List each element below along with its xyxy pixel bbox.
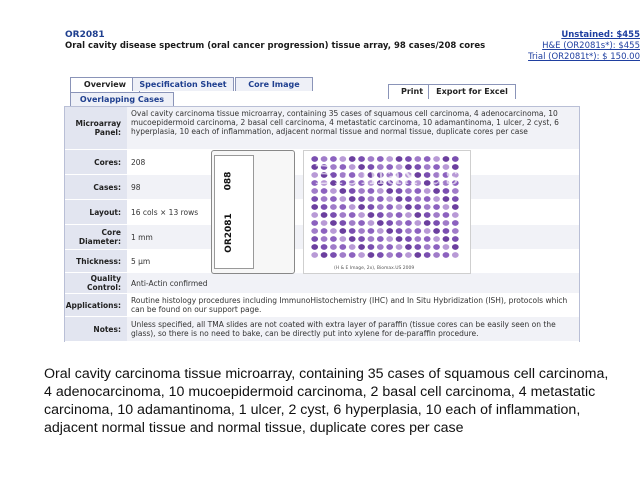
row-quality-control [65, 273, 579, 294]
tissue-core [321, 228, 328, 234]
tissue-core [311, 220, 318, 226]
slide-code: OR2081 [223, 213, 234, 253]
slide-caption: Oral cavity carcinoma tissue microarray, containing 35 cases of squamous cell carcinoma, 4 adenocarcinoma, 10 mucoepidermoid carcinoma, 2 basal cell carcinoma, 4 metastatic carcinoma, 10 adamantinoma, 1 ulcer, 2 cyst, 6 hyperplasia, 10 each of inflammation, adjacent normal tissue and normal tissue, duplicate cores per case [44, 366, 609, 436]
tissue-core [443, 212, 450, 218]
tissue-core [386, 252, 393, 258]
tissue-core [368, 252, 375, 258]
tissue-core [414, 220, 421, 226]
label-microarray-panel: Microarray Panel: [65, 107, 127, 149]
tissue-core [452, 228, 459, 234]
tissue-core [396, 196, 403, 202]
tissue-core [396, 252, 403, 258]
tissue-core [443, 236, 450, 242]
tissue-core [330, 196, 337, 202]
tab-overview[interactable]: Overview [70, 77, 140, 92]
tissue-core [339, 236, 346, 242]
tissue-core [386, 204, 393, 210]
tissue-core [405, 204, 412, 210]
tissue-core [424, 212, 431, 218]
tissue-core [433, 196, 440, 202]
label-cases: Cases: [65, 175, 127, 199]
tissue-core [424, 220, 431, 226]
slide-image [211, 150, 295, 274]
print-button[interactable]: Print [388, 84, 436, 99]
tissue-core [396, 228, 403, 234]
watermark: Biomax.us [314, 161, 460, 191]
tissue-core [405, 244, 412, 250]
tissue-core [349, 196, 356, 202]
value-quality-control: Anti-Actin confirmed [131, 278, 208, 288]
tissue-core [349, 220, 356, 226]
tissue-core [452, 236, 459, 242]
tissue-core [349, 228, 356, 234]
tissue-core [330, 236, 337, 242]
tissue-core [424, 252, 431, 258]
tissue-core [405, 220, 412, 226]
tissue-core [330, 252, 337, 258]
tissue-core [377, 204, 384, 210]
tissue-core [311, 204, 318, 210]
tissue-core [405, 236, 412, 242]
tissue-core [386, 228, 393, 234]
tissue-core [358, 244, 365, 250]
tissue-core [452, 252, 459, 258]
product-code: OR2081 [65, 30, 105, 40]
tissue-core [443, 196, 450, 202]
tissue-core [405, 228, 412, 234]
label-notes: Notes: [65, 317, 127, 341]
tissue-core [433, 244, 440, 250]
tissue-core [358, 228, 365, 234]
tissue-core [433, 204, 440, 210]
tissue-core [339, 196, 346, 202]
tissue-core [377, 228, 384, 234]
tissue-core [339, 204, 346, 210]
tissue-core [349, 236, 356, 242]
tissue-core [386, 220, 393, 226]
label-layout: Layout: [65, 200, 127, 224]
tissue-core [368, 220, 375, 226]
tissue-core [424, 244, 431, 250]
price-trial-link[interactable]: Trial (OR2081t*): $ 150.00 [528, 52, 640, 62]
value-notes: Unless specified, all TMA slides are not coated with extra layer of paraffin (tissue cores can be easily seen on the glass), so there is no need to bake, can be directly put into xylene for de-paraffin procedure. [131, 320, 556, 338]
tissue-core [321, 220, 328, 226]
tissue-core [358, 204, 365, 210]
tissue-core [330, 220, 337, 226]
tissue-core [433, 212, 440, 218]
tissue-core [414, 212, 421, 218]
tissue-core [349, 204, 356, 210]
tissue-core [433, 252, 440, 258]
tissue-core [321, 212, 328, 218]
label-core-diameter: Core Diameter: [65, 225, 127, 249]
label-quality-control: Quality Control: [65, 273, 127, 293]
tissue-core [386, 196, 393, 202]
tissue-core [443, 220, 450, 226]
tissue-core [330, 244, 337, 250]
tissue-core [358, 252, 365, 258]
value-layout: 16 cols × 13 rows [131, 207, 199, 217]
tissue-core [368, 244, 375, 250]
tissue-core [414, 196, 421, 202]
tissue-core [321, 244, 328, 250]
tissue-core [339, 252, 346, 258]
tissue-core [330, 212, 337, 218]
tissue-core [311, 244, 318, 250]
tissue-core [452, 220, 459, 226]
tab-core-image[interactable]: Core Image [235, 77, 313, 91]
export-excel-button[interactable]: Export for Excel [428, 84, 516, 99]
tissue-core [452, 196, 459, 202]
tab-specification-sheet[interactable]: Specification Sheet [132, 77, 234, 91]
tissue-core [405, 196, 412, 202]
tissue-core [414, 252, 421, 258]
tissue-core [321, 236, 328, 242]
tissue-core [414, 204, 421, 210]
tissue-core [311, 228, 318, 234]
row-applications [65, 294, 579, 317]
tissue-core [330, 228, 337, 234]
row-notes [65, 317, 579, 342]
tissue-core [321, 204, 328, 210]
tissue-core [330, 204, 337, 210]
price-he-link[interactable]: H&E (OR2081s*): $455 [542, 41, 640, 51]
value-microarray-panel: Oval cavity carcinoma tissue microarray, containing 35 cases of squamous cell carcinoma, 4 adenocarcinoma, 10 mucoepidermoid carcinoma, 2 basal cell carcinoma, 4 metastatic carcinoma, 10 adamantinoma, 1 ulcer, 2 cyst, 6 hyperplasia, 10 each of inflammation, adjacent normal tissue and normal tissue, duplicate cores per case [131, 109, 559, 136]
tissue-core [396, 204, 403, 210]
value-cases: 98 [131, 182, 141, 192]
label-cores: Cores: [65, 150, 127, 174]
tissue-core [377, 220, 384, 226]
tissue-core [443, 244, 450, 250]
tissue-core [368, 204, 375, 210]
tissue-core [452, 204, 459, 210]
tissue-core [386, 244, 393, 250]
tissue-core [452, 212, 459, 218]
tissue-core [311, 236, 318, 242]
image-caption: (H & E Image, 2x), Biomax.US 2009 [334, 266, 415, 271]
price-unstained-link[interactable]: Unstained: $455 [561, 30, 640, 40]
tissue-core [377, 212, 384, 218]
tissue-core [396, 220, 403, 226]
tissue-core [321, 252, 328, 258]
value-applications: Routine histology procedures including ImmunoHistochemistry (IHC) and In Situ Hybridization (ISH), protocols which can be found on our support page. [131, 296, 568, 314]
slide-label [214, 155, 254, 269]
tissue-core [414, 244, 421, 250]
tissue-core [339, 212, 346, 218]
tissue-core [443, 228, 450, 234]
tissue-core [358, 196, 365, 202]
tissue-core [443, 204, 450, 210]
tissue-core [368, 228, 375, 234]
value-thickness: 5 μm [131, 256, 151, 266]
tissue-core [414, 236, 421, 242]
tissue-core [424, 236, 431, 242]
tissue-core [377, 196, 384, 202]
tissue-array-image[interactable] [303, 150, 471, 274]
tissue-core [321, 196, 328, 202]
tissue-core [349, 244, 356, 250]
tissue-core [368, 236, 375, 242]
tissue-core [396, 236, 403, 242]
tissue-core [386, 236, 393, 242]
tissue-core [405, 212, 412, 218]
tissue-core [405, 252, 412, 258]
tissue-core [358, 236, 365, 242]
tissue-core [311, 252, 318, 258]
tissue-core [377, 244, 384, 250]
tissue-core [358, 220, 365, 226]
tissue-core [368, 212, 375, 218]
tissue-core [452, 244, 459, 250]
tissue-core [396, 244, 403, 250]
tab-overlapping-cases[interactable]: Overlapping Cases [70, 92, 174, 106]
tissue-core [414, 228, 421, 234]
product-title: Oral cavity disease spectrum (oral cancer progression) tissue array, 98 cases/208 cores [65, 41, 486, 51]
tissue-core [377, 236, 384, 242]
label-applications: Applications: [65, 294, 127, 316]
tissue-core [433, 220, 440, 226]
tissue-core [433, 236, 440, 242]
tissue-core [443, 252, 450, 258]
slide-number: 088 [223, 171, 234, 191]
tissue-core [311, 212, 318, 218]
tissue-core [339, 228, 346, 234]
tissue-core [424, 204, 431, 210]
tissue-core [396, 212, 403, 218]
spec-panel [64, 106, 580, 342]
tissue-core [433, 228, 440, 234]
value-cores: 208 [131, 157, 146, 167]
tissue-core [339, 220, 346, 226]
tissue-core [349, 212, 356, 218]
tissue-core [424, 228, 431, 234]
tissue-core [311, 196, 318, 202]
tissue-core [349, 252, 356, 258]
value-core-diameter: 1 mm [131, 232, 153, 242]
label-thickness: Thickness: [65, 250, 127, 272]
tissue-core [358, 212, 365, 218]
tissue-core [339, 244, 346, 250]
row-microarray-panel [65, 107, 579, 150]
tissue-core [424, 196, 431, 202]
tissue-core [386, 212, 393, 218]
tissue-core [377, 252, 384, 258]
tissue-core [368, 196, 375, 202]
